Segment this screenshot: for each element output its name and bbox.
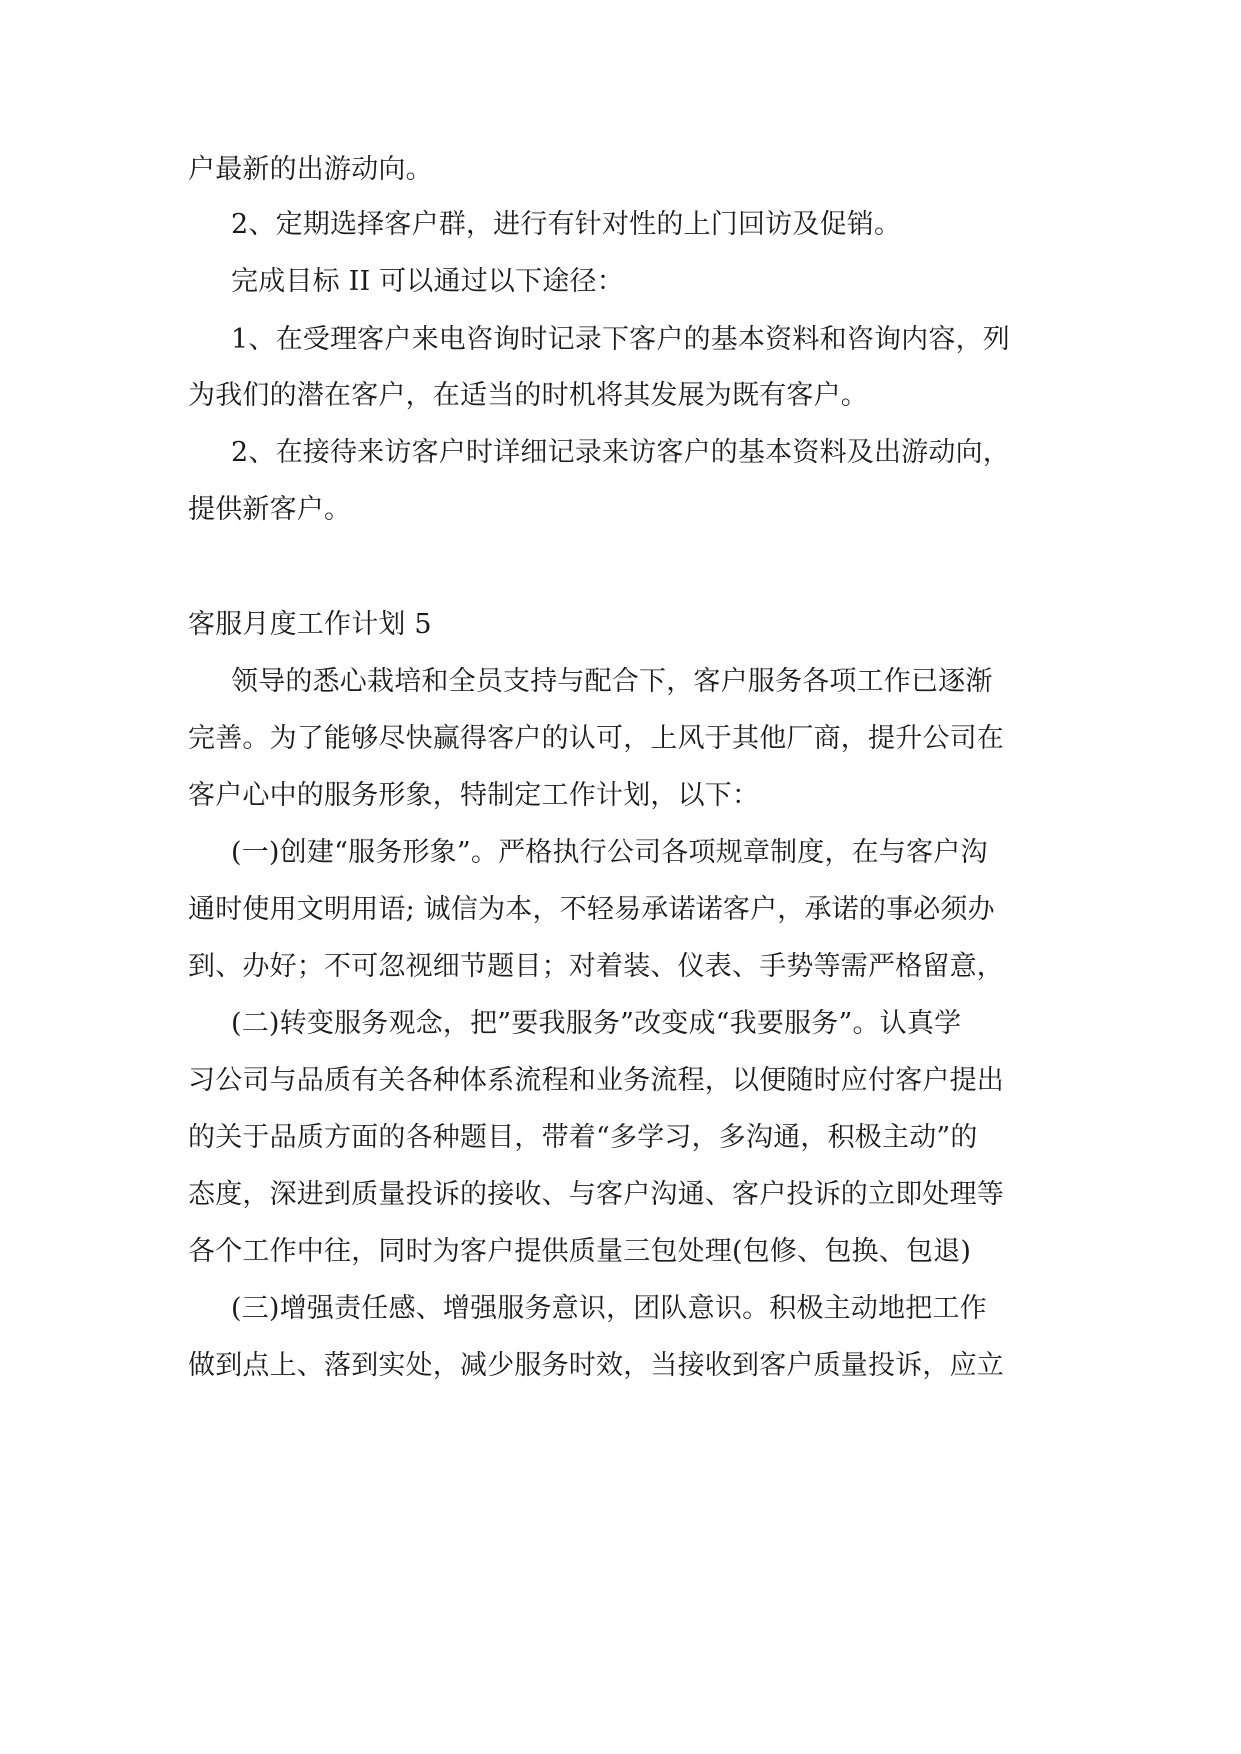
text-line: 做到点上、落到实处，减少服务时效，当接收到客户质量投诉，应立 — [188, 1350, 1004, 1381]
text-line: 的关于品质方面的各种题目，带着“多学习，多沟通，积极主动”的 — [188, 1122, 978, 1153]
text-line: 户最新的出游动向。 — [188, 154, 433, 185]
text-line: 2、定期选择客户群，进行有针对性的上门回访及促销。 — [231, 209, 902, 240]
text-line: 领导的悉心栽培和全员支持与配合下，客户服务各项工作已逐渐 — [231, 666, 993, 697]
text-line: 为我们的潜在客户，在适当的时机将其发展为既有客户。 — [188, 380, 868, 411]
text-line: 1、在受理客户来电咨询时记录下客户的基本资料和咨询内容，列 — [231, 324, 1010, 355]
text-line: 提供新客户。 — [188, 494, 352, 525]
text-line: (二)转变服务观念，把”要我服务”改变成“我要服务”。认真学 — [231, 1008, 962, 1039]
text-line: (三)增强责任感、增强服务意识，团队意识。积极主动地把工作 — [231, 1293, 987, 1324]
text-line: 到、办好；不可忽视细节题目；对着装、仪表、手势等需严格留意， — [188, 951, 1004, 982]
text-line: (一)创建“服务形象”。严格执行公司各项规章制度，在与客户沟 — [231, 837, 988, 868]
text-line: 完善。为了能够尽快赢得客户的认可，上风于其他厂商，提升公司在 — [188, 723, 1004, 754]
text-line: 完成目标 II 可以通过以下途径： — [231, 266, 624, 297]
text-line: 态度，深进到质量投诉的接收、与客户沟通、客户投诉的立即处理等 — [188, 1179, 1004, 1210]
text-line: 通时使用文明用语; 诚信为本，不轻易承诺诺客户，承诺的事必须办 — [188, 894, 995, 925]
text-line: 各个工作中往，同时为客户提供质量三包处理(包修、包换、包退) — [188, 1236, 972, 1267]
section-heading: 客服月度工作计划 5 — [188, 609, 432, 640]
text-line: 习公司与品质有关各种体系流程和业务流程，以便随时应付客户提出 — [188, 1065, 1004, 1096]
text-line: 客户心中的服务形象，特制定工作计划，以下： — [188, 780, 760, 811]
text-line: 2、在接待来访客户时详细记录来访客户的基本资料及出游动向， — [231, 437, 1010, 468]
